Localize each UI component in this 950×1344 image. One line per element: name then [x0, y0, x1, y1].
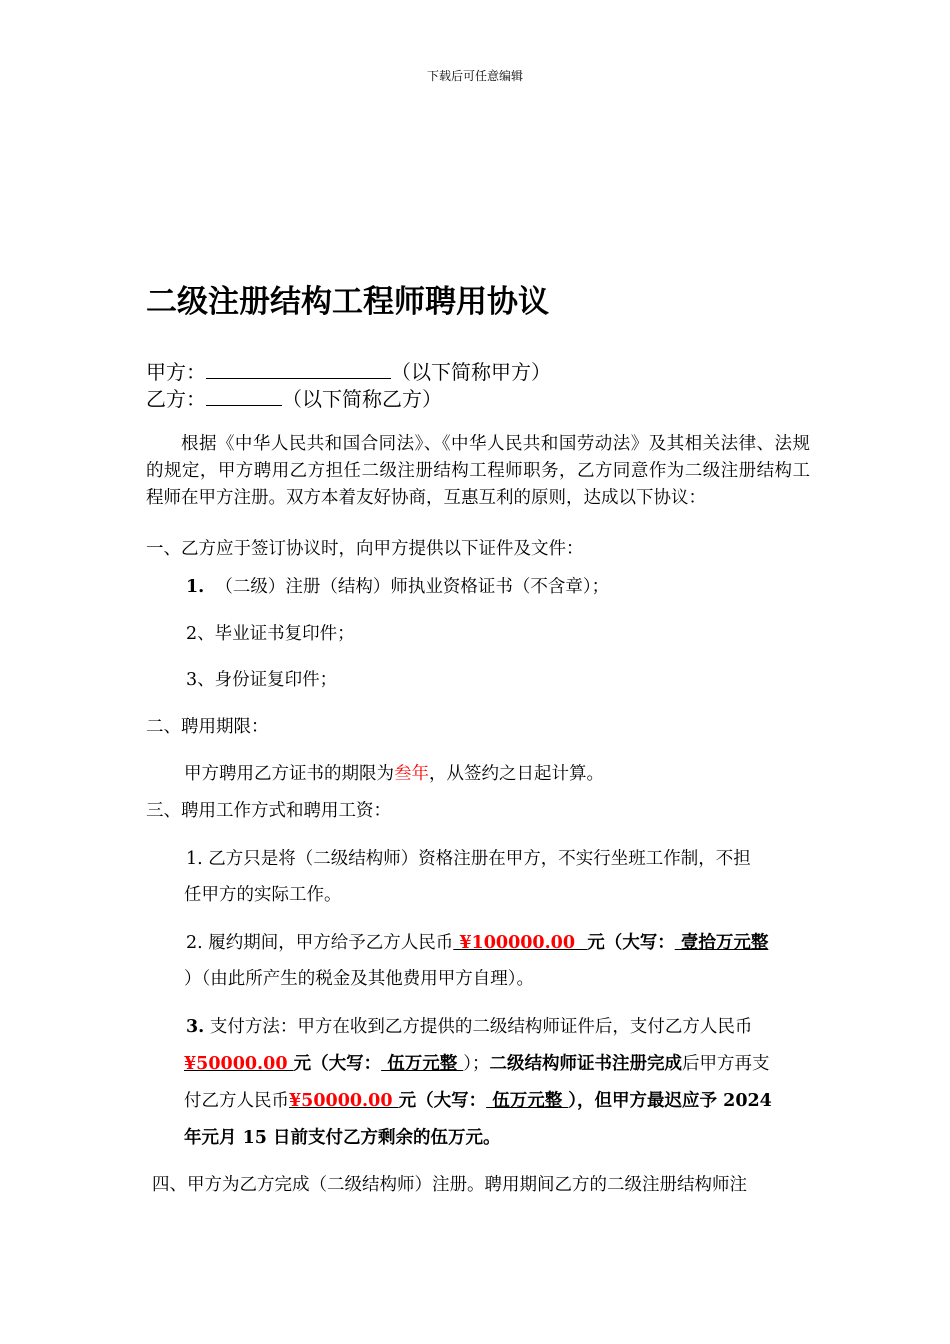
p3-unit1: 元（大写：	[293, 1054, 382, 1074]
section3-p3-line1	[186, 1013, 752, 1038]
section4-text: 四、甲方为乙方完成（二级结构师）注册。聘用期间乙方的二级注册结构师注	[152, 1175, 747, 1195]
item1-text: （二级）注册（结构）师执业资格证书（不含章）；	[215, 577, 610, 597]
section2-heading: 二、聘用期限：	[146, 717, 269, 737]
intro-paragraph: 根据《中华人民共和国合同法》、《中华人民共和国劳动法》及其相关法律、法规的规定，甲方聘用乙方担任二级注册结构工程师职务，乙方同意作为二级注册结构工程师在甲方注册。双方本着友好协商，互惠互利的原则，达成以下协议：	[146, 434, 810, 508]
p3-mid3: 后甲方再支	[682, 1054, 770, 1074]
party-b-line	[146, 383, 442, 412]
party-a-suffix: （以下简称甲方）	[391, 360, 551, 384]
p2-unit: 元（大写：	[587, 933, 675, 953]
section3-p3-line4: 年元月 15 日前支付乙方剩余的伍万元。	[184, 1128, 501, 1148]
section1-heading: 一、乙方应于签订协议时，向甲方提供以下证件及文件：	[146, 539, 584, 559]
p3-line3-suffix: ），但甲方最迟应予 2024	[568, 1091, 772, 1111]
p3-unit2: 元（大写：	[398, 1091, 487, 1111]
p3-words2: 伍万元整	[486, 1091, 569, 1111]
section3-p3-line3	[184, 1087, 772, 1112]
party-a-line	[146, 356, 551, 385]
section1-item3: 3、身份证复印件；	[186, 670, 338, 690]
party-a-blank	[206, 360, 391, 379]
header-note: 下载后可任意编辑	[426, 69, 523, 83]
p3-mid1: ）；	[463, 1054, 490, 1074]
p3-number: 3.	[186, 1017, 205, 1037]
section3-heading: 三、聘用工作方式和聘用工资：	[146, 801, 391, 821]
party-b-suffix: （以下简称乙方）	[282, 387, 442, 411]
p3-amount1: ¥50000.00	[184, 1054, 294, 1074]
term-value: 叁年	[394, 764, 429, 784]
party-a-label: 甲方：	[146, 360, 206, 384]
p3-words1: 伍万元整	[381, 1054, 464, 1074]
item1-number: 1.	[186, 577, 205, 597]
section3-p1-line2: 任甲方的实际工作。	[184, 885, 342, 905]
document-title: 二级注册结构工程师聘用协议	[146, 284, 549, 320]
section3-p2-line1	[186, 929, 768, 954]
term-text-after: ，从签约之日起计算。	[429, 764, 604, 784]
p2-amount: ¥100000.00	[453, 933, 588, 953]
p3-mid2: 二级结构师证书注册完成	[489, 1054, 683, 1074]
p3-line1-text: 支付方法：甲方在收到乙方提供的二级结构师证件后，支付乙方人民币	[204, 1017, 753, 1037]
p3-line3-prefix: 付乙方人民币	[184, 1091, 289, 1111]
section1-item1	[186, 573, 609, 598]
party-b-blank	[206, 387, 282, 406]
section1-item2: 2、毕业证书复印件；	[186, 624, 355, 644]
term-text-before: 甲方聘用乙方证书的期限为	[184, 764, 394, 784]
section2-text	[184, 760, 604, 785]
section3-p1-line1: 1. 乙方只是将（二级结构师）资格注册在甲方，不实行坐班工作制，不担	[186, 849, 751, 869]
section3-p3-line2	[184, 1050, 770, 1075]
party-b-label: 乙方：	[146, 387, 206, 411]
p2-prefix: 2. 履约期间，甲方给予乙方人民币	[186, 933, 454, 953]
p3-amount2: ¥50000.00	[289, 1091, 399, 1111]
section3-p2-line2: ）（由此所产生的税金及其他费用甲方自理）。	[184, 969, 534, 989]
p2-words: 壹拾万元整	[674, 933, 769, 953]
